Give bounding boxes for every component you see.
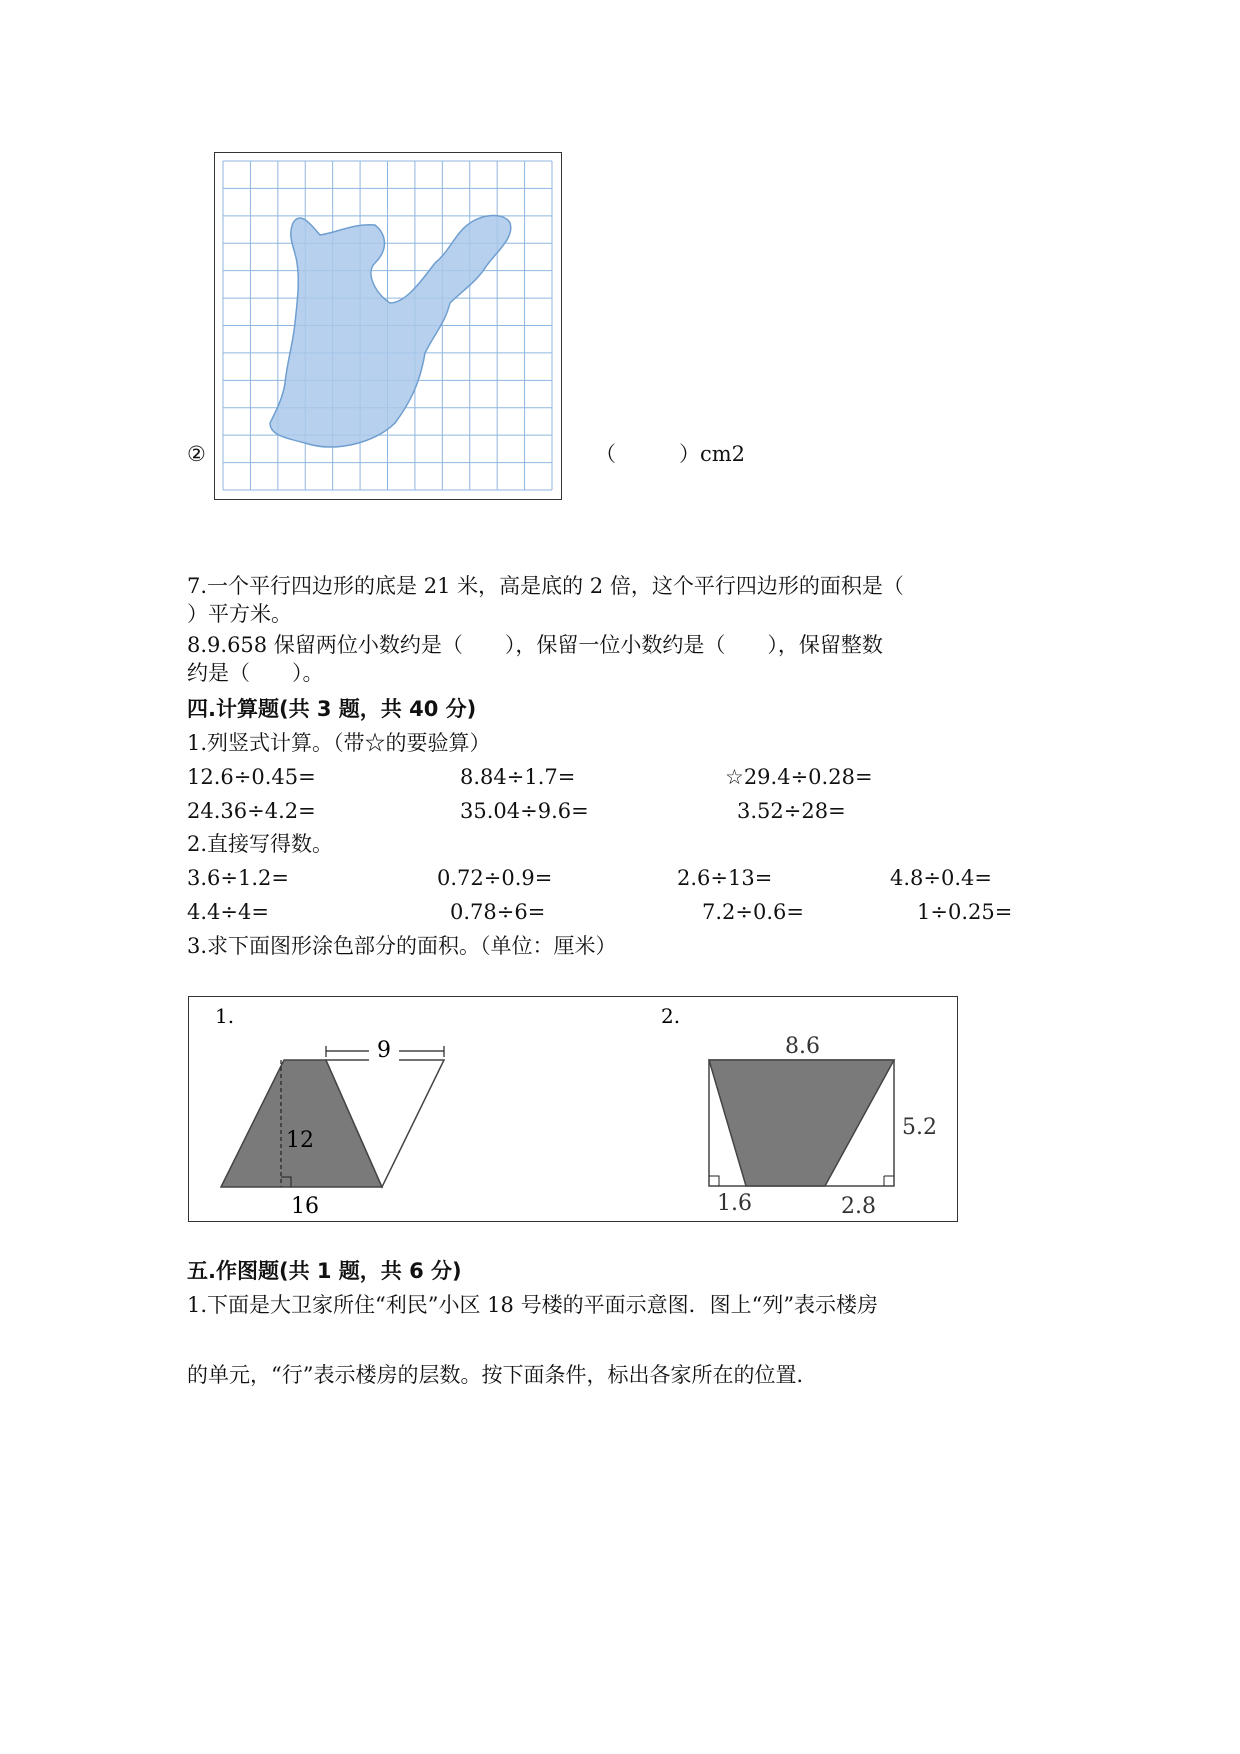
q8-line1: 8.9.658 保留两位小数约是（ ），保留一位小数约是（ ），保留整数: [187, 633, 883, 657]
grid-item-marker: ②: [187, 442, 206, 466]
fig1-number: 1.: [215, 1004, 235, 1028]
fig1-base-label: 16: [291, 1194, 319, 1219]
mental-calc-item: 0.72÷0.9=: [437, 866, 553, 890]
irregular-shape: [270, 216, 511, 447]
q5-1-line2: 的单元，“行”表示楼房的层数。按下面条件，标出各家所在的位置．: [187, 1363, 818, 1387]
fig2-shaded-trapezoid: [709, 1060, 894, 1186]
grid-figure: [215, 153, 560, 498]
grid-figure-frame: [214, 152, 562, 500]
mental-calc-item: 7.2÷0.6=: [702, 900, 804, 924]
mental-calc-item: 4.8÷0.4=: [890, 866, 992, 890]
fig1-top-label: 9: [377, 1038, 391, 1063]
q7-line1: 7.一个平行四边形的底是 21 米，高是底的 2 倍，这个平行四边形的面积是（: [187, 574, 904, 598]
mental-calc-item: 4.4÷4=: [187, 900, 269, 924]
mental-calc-item: 3.6÷1.2=: [187, 866, 289, 890]
q7-line2: ）平方米。: [187, 602, 292, 626]
calc-item: 3.52÷28=: [737, 799, 846, 823]
calc-item: ☆29.4÷0.28=: [725, 765, 873, 789]
mental-calc-item: 2.6÷13=: [677, 866, 773, 890]
calc-item: 35.04÷9.6=: [460, 799, 589, 823]
fig1-height-label: 12: [286, 1128, 314, 1153]
area-figures: [189, 997, 956, 1220]
section5-title: 五.作图题(共 1 题，共 6 分): [187, 1259, 462, 1283]
fig2-height-label: 5.2: [902, 1115, 937, 1140]
q4-3-title: 3.求下面图形涂色部分的面积。（单位：厘米）: [187, 934, 617, 958]
fig2-left-label: 1.6: [717, 1191, 752, 1216]
section4-title: 四.计算题(共 3 题，共 40 分): [187, 697, 477, 721]
mental-calc-item: 1÷0.25=: [917, 900, 1013, 924]
q4-2-title: 2.直接写得数。: [187, 832, 334, 856]
area-figures-box: [188, 996, 958, 1222]
fig2-top-label: 8.6: [785, 1034, 820, 1059]
mental-calc-item: 0.78÷6=: [450, 900, 546, 924]
q8-line2: 约是（ ）。: [187, 661, 324, 685]
calc-item: 12.6÷0.45=: [187, 765, 316, 789]
grid-answer-blank: （ ）cm2: [595, 442, 746, 466]
calc-item: 8.84÷1.7=: [460, 765, 576, 789]
fig2-right-angle-left: [709, 1176, 719, 1186]
fig2-right-label: 2.8: [841, 1194, 876, 1219]
q5-1-line1: 1.下面是大卫家所住“利民”小区 18 号楼的平面示意图．图上“列”表示楼房: [187, 1293, 879, 1317]
fig2-number: 2.: [661, 1004, 681, 1028]
q4-1-title: 1.列竖式计算。（带☆的要验算）: [187, 731, 491, 755]
calc-item: 24.36÷4.2=: [187, 799, 316, 823]
